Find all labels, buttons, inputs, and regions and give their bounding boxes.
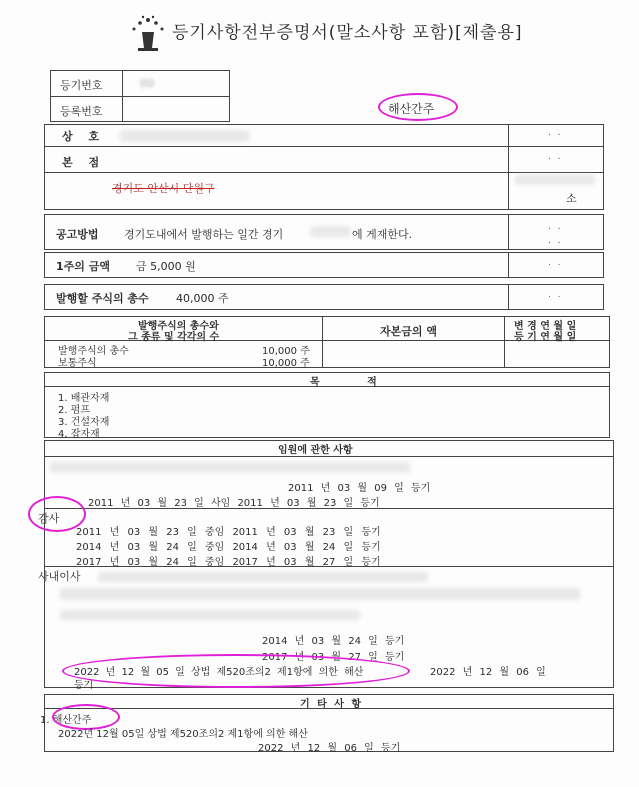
annotation-circle <box>378 93 458 121</box>
registration-label: 등록번호 <box>60 105 103 118</box>
dissolution-reg-date: 2022 년 12 월 06 일 <box>430 667 546 678</box>
auditor-label: 감사 <box>38 512 60 525</box>
authorized-shares-label: 발행할 주식의 총수 <box>56 292 149 305</box>
auditor-row-1: 2011 년 03 월 23 일 중임 2011 년 03 월 23 일 등기 <box>76 527 381 538</box>
issued-header-line1: 발행주식의 총수와 <box>138 321 219 332</box>
director-label: 사내이사 <box>38 570 81 583</box>
reg-no-label: 등기번호 <box>60 79 103 92</box>
purpose-item-4: 4. 잡자재 <box>58 429 100 440</box>
company-name-label: 상 호 <box>62 130 106 143</box>
reg-date-header: 등 기 연 월 일 <box>514 332 577 343</box>
public-notice-label: 공고방법 <box>56 228 99 241</box>
officers-reg-line: 2011 년 03 월 09 일 등기 <box>288 483 431 494</box>
auditor-row-2: 2014 년 03 월 24 일 중임 2014 년 03 월 24 일 등기 <box>76 542 381 553</box>
other-item-title: 1. 해산간주 <box>40 715 92 726</box>
purpose-header: 목 적 <box>310 377 399 388</box>
officers-resign-line: 2011 년 03 월 23 일 사임 2011 년 03 월 23 일 등기 <box>88 498 380 509</box>
other-item-line: 2022년 12월 05일 상법 제520조의2 제1항에 의한 해산 <box>58 729 308 740</box>
officers-header: 임원에 관한 사항 <box>278 445 353 456</box>
dissolution-reg-tail: 등기 <box>74 680 94 691</box>
common-shares-label: 보통주식 <box>58 358 97 369</box>
head-office-old-value: 경기도 안산시 단원구 <box>112 182 215 195</box>
change-date-header: 변 경 연 월 일 <box>514 321 577 332</box>
purpose-item-2: 2. 펌프 <box>58 405 91 416</box>
par-value-value: 금 5,000 원 <box>136 260 196 273</box>
total-shares-value: 10,000 주 <box>262 346 310 357</box>
public-notice-value: 경기도내에서 발행하는 일간 경기 <box>124 228 284 241</box>
reg-no-value: 00 <box>140 77 154 90</box>
auditor-row-3: 2017 년 03 월 24 일 중임 2017 년 03 월 27 일 등기 <box>76 557 381 568</box>
director-reg-2017: 2017 년 03 월 27 일 등기 <box>262 652 405 663</box>
total-shares-label: 발행주식의 총수 <box>58 346 129 357</box>
other-item-reg: 2022 년 12 월 06 일 등기 <box>258 743 401 754</box>
common-shares-value: 10,000 주 <box>262 358 310 369</box>
authorized-shares-value: 40,000 주 <box>176 292 229 305</box>
dissolution-line: 2022 년 12 월 05 일 상법 제520조의2 제1항에 의한 해산 <box>74 667 364 678</box>
director-reg-2014: 2014 년 03 월 24 일 등기 <box>262 636 405 647</box>
capital-header: 자본금의 액 <box>380 325 437 338</box>
dissolution-circle <box>62 654 410 688</box>
office-stamp-text: 소 <box>566 192 577 205</box>
par-value-label: 1주의 금액 <box>56 260 110 273</box>
status-annotation: 해산간주 <box>388 102 435 116</box>
head-office-label: 본 점 <box>62 156 106 169</box>
par-value-section <box>44 252 604 278</box>
purpose-item-3: 3. 건설자재 <box>58 417 110 428</box>
other-header: 기 타 사 항 <box>300 699 364 710</box>
document-title: 등기사항전부증명서(말소사항 포함)[제출용] <box>172 23 523 43</box>
purpose-item-1: 1. 배관자재 <box>58 393 110 404</box>
court-emblem-icon <box>128 14 168 52</box>
public-notice-value-tail: 에 게재한다. <box>352 228 413 241</box>
issued-header-line2: 그 종류 및 각각의 수 <box>128 332 220 343</box>
